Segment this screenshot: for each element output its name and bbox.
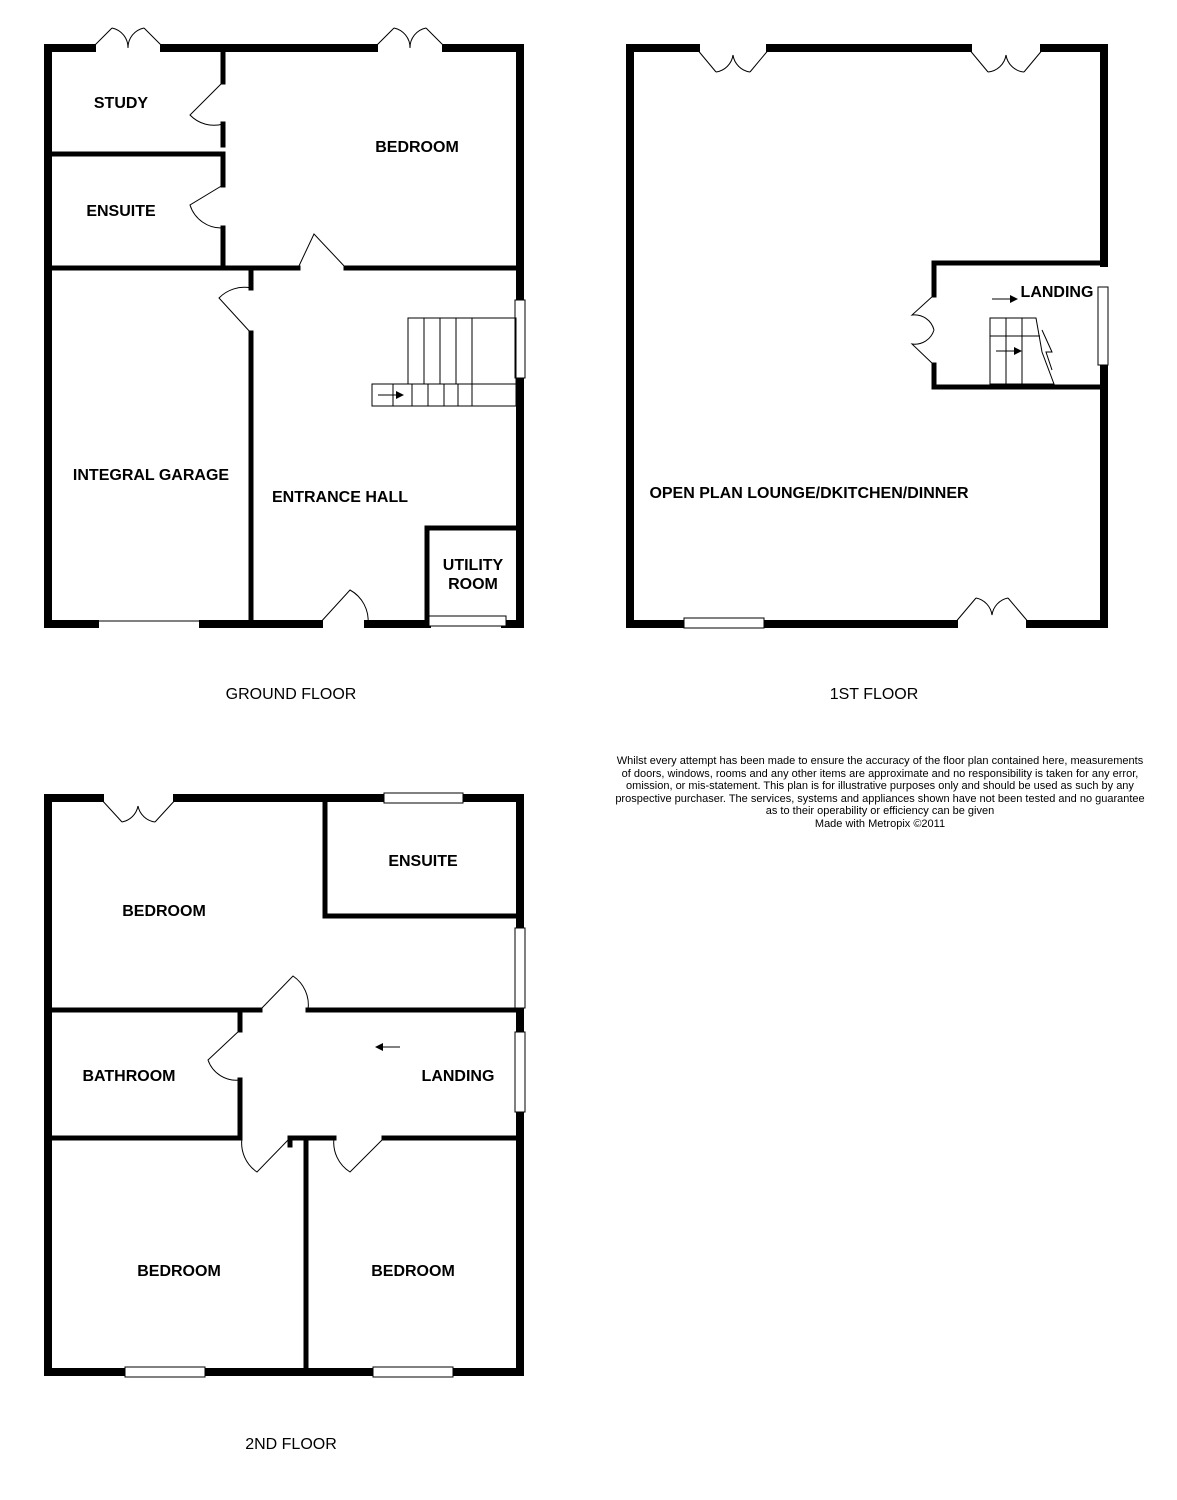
first-floor-plan [630,48,1108,628]
entrance-hall-label: ENTRANCE HALL [272,489,408,506]
first-floor-landing-label: LANDING [1020,284,1094,301]
credit-line: Made with Metropix ©2011 [814,817,946,830]
disclaimer-line: as to their operability or efficiency can be given [765,805,995,818]
second-floor-bedroom-left-label: BEDROOM [137,1263,221,1280]
disclaimer-line: prospective purchaser. The services, systems and appliances shown have not been tested and no guarantee [615,792,1145,805]
second-floor-bedroom-main-label: BEDROOM [122,903,206,920]
disclaimer-line: Whilst every attempt has been made to ensure the accuracy of the floor plan contained here, measurements [616,755,1144,767]
first-floor-caption: 1ST FLOOR [829,686,919,703]
study-label: STUDY [93,95,149,112]
second-floor-bedroom-right-label: BEDROOM [371,1263,455,1280]
disclaimer-line: of doors, windows, rooms and any other items are approximate and no responsibility is taken for any error, [621,767,1139,780]
disclaimer [580,755,1177,831]
ground-floor-plan [48,28,525,626]
utility-room-label: UTILITY [442,557,504,574]
second-floor-plan [48,793,525,1377]
bedroom-label: BEDROOM [375,139,459,156]
ensuite-label: ENSUITE [86,203,156,220]
integral-garage-label: INTEGRAL GARAGE [72,467,230,484]
second-floor-caption: 2ND FLOOR [245,1436,337,1453]
second-floor-landing-label: LANDING [421,1068,495,1085]
open-plan-label: OPEN PLAN LOUNGE/DKITCHEN/DINNER [649,485,969,502]
disclaimer-line: omission, or mis-statement. This plan is for illustrative purposes only and should be used as such by any [626,780,1134,793]
ground-floor-caption: GROUND FLOOR [225,686,357,703]
second-floor-ensuite-label: ENSUITE [388,853,458,870]
utility-room-label-line2: ROOM [448,576,498,593]
bathroom-label: BATHROOM [82,1068,176,1085]
